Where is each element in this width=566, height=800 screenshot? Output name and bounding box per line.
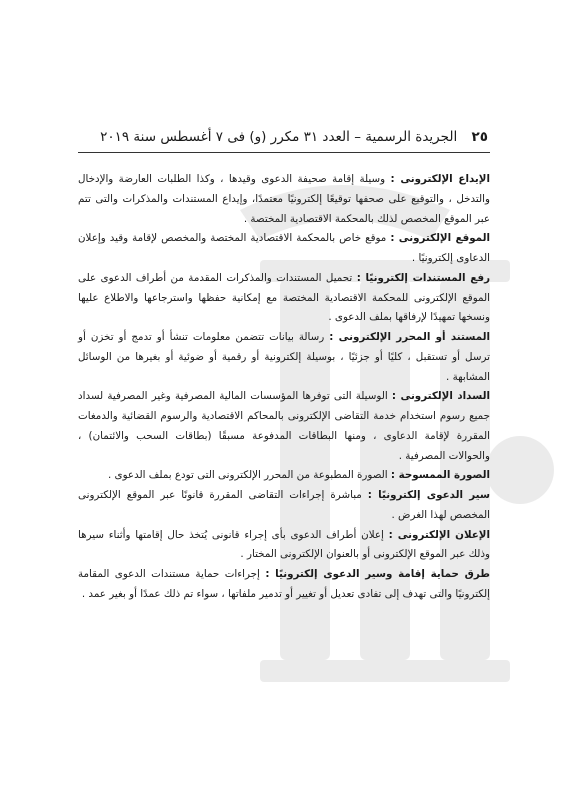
definition-text: الصورة المطبوعة من المحرر الإلكترونى التى تودع بملف الدعوى .	[108, 469, 391, 482]
definition-text: رسالة بيانات تتضمن معلومات تنشأ أو تدمج أو تخزن أو ترسل أو تستقبل ، كليًا أو جزئيًا ، بوسيلة إلكترونية أو رقمية أو ضوئية أو بغيرها من الوسائل المشابهة .	[78, 331, 490, 383]
definition-paragraph	[78, 565, 490, 605]
definition-text: مباشرة إجراءات التقاضى المقررة قانونًا عبر الموقع الإلكترونى المخصص لهذا الغرض .	[78, 489, 490, 521]
header-divider	[78, 152, 490, 153]
definition-term: الصورة الممسوحة :	[390, 469, 490, 482]
definition-term: المستند أو المحرر الإلكترونى :	[329, 331, 490, 343]
page-number: ٢٥	[471, 129, 488, 145]
definition-text: وسيلة إقامة صحيفة الدعوى وقيدها ، وكذا الطلبات العارضة والإدخال والتدخل ، والتوقيع على صحفها توقيعًا إلكترونيًا معتمدًا، وإيداع المستندات والمذكرات والتى تتم عبر الموقع المخصص لذلك بالمحكمة الاقتصادية المختصة .	[78, 173, 490, 225]
definition-term: الإعلان الإلكترونى :	[388, 528, 490, 541]
definition-term: طرق حماية إقامة وسير الدعوى إلكترونيًا :	[265, 568, 490, 580]
definition-term: سير الدعوى إلكترونيًا :	[367, 489, 490, 501]
definition-term: الموقع الإلكترونى :	[390, 232, 490, 245]
definition-term: الإيداع الإلكترونى :	[390, 173, 490, 185]
page-header	[80, 127, 488, 147]
definition-term: رفع المستندات إلكترونيًا :	[356, 271, 490, 284]
definition-text: إعلان أطراف الدعوى بأى إجراء قانونى يُتخذ حال إقامتها وأثناء سيرها وذلك عبر الموقع الإلكترونى أو بالعنوان الإلكترونى المختار .	[78, 528, 490, 561]
definition-text: إجراءات حماية مستندات الدعوى المقامة إلكترونيًا والتى تهدف إلى تفادى تعديل أو تغيير أو تدمير ملفاتها ، سواء تم ذلك عمدًا أو بغير عمد .	[78, 568, 490, 600]
definition-paragraph	[78, 486, 490, 526]
definition-paragraph	[78, 269, 490, 328]
definition-paragraph	[78, 526, 490, 566]
definition-term: السداد الإلكترونى :	[391, 390, 490, 403]
definition-paragraph	[78, 170, 490, 229]
definition-paragraph	[78, 387, 490, 466]
definitions-body	[78, 170, 490, 605]
definition-text: موقع خاص بالمحكمة الاقتصادية المختصة والمخصص لإقامة وقيد وإعلان الدعاوى إلكترونيًا .	[78, 232, 490, 264]
header-title: الجريدة الرسمية – العدد ٣١ مكرر (و) فى ٧ أغسطس سنة ٢٠١٩	[100, 129, 458, 145]
definition-paragraph	[78, 466, 490, 486]
definition-text: تحميل المستندات والمذكرات المقدمة من أطراف الدعوى على الموقع الإلكترونى للمحكمة الاقتصادية المختصة مع إمكانية حفظها واسترجاعها والاطلاع عليها ونسخها تمهيدًا لإرفاقها بملف الدعوى .	[78, 271, 490, 324]
definition-paragraph	[78, 229, 490, 269]
definition-paragraph	[78, 328, 490, 387]
definition-text: الوسيلة التى توفرها المؤسسات المالية المصرفية وغير المصرفية لسداد جميع رسوم استخدام خدمة التقاضى الإلكترونى بالمحاكم الاقتصادية والرسوم القضائية والدمغات المقررة لإقامة الدعاوى ، ومنها البطاقات المدفوعة مسبقًا (بطاقات السحب والائتمان) ، والحوالات المصرفية .	[78, 390, 490, 462]
